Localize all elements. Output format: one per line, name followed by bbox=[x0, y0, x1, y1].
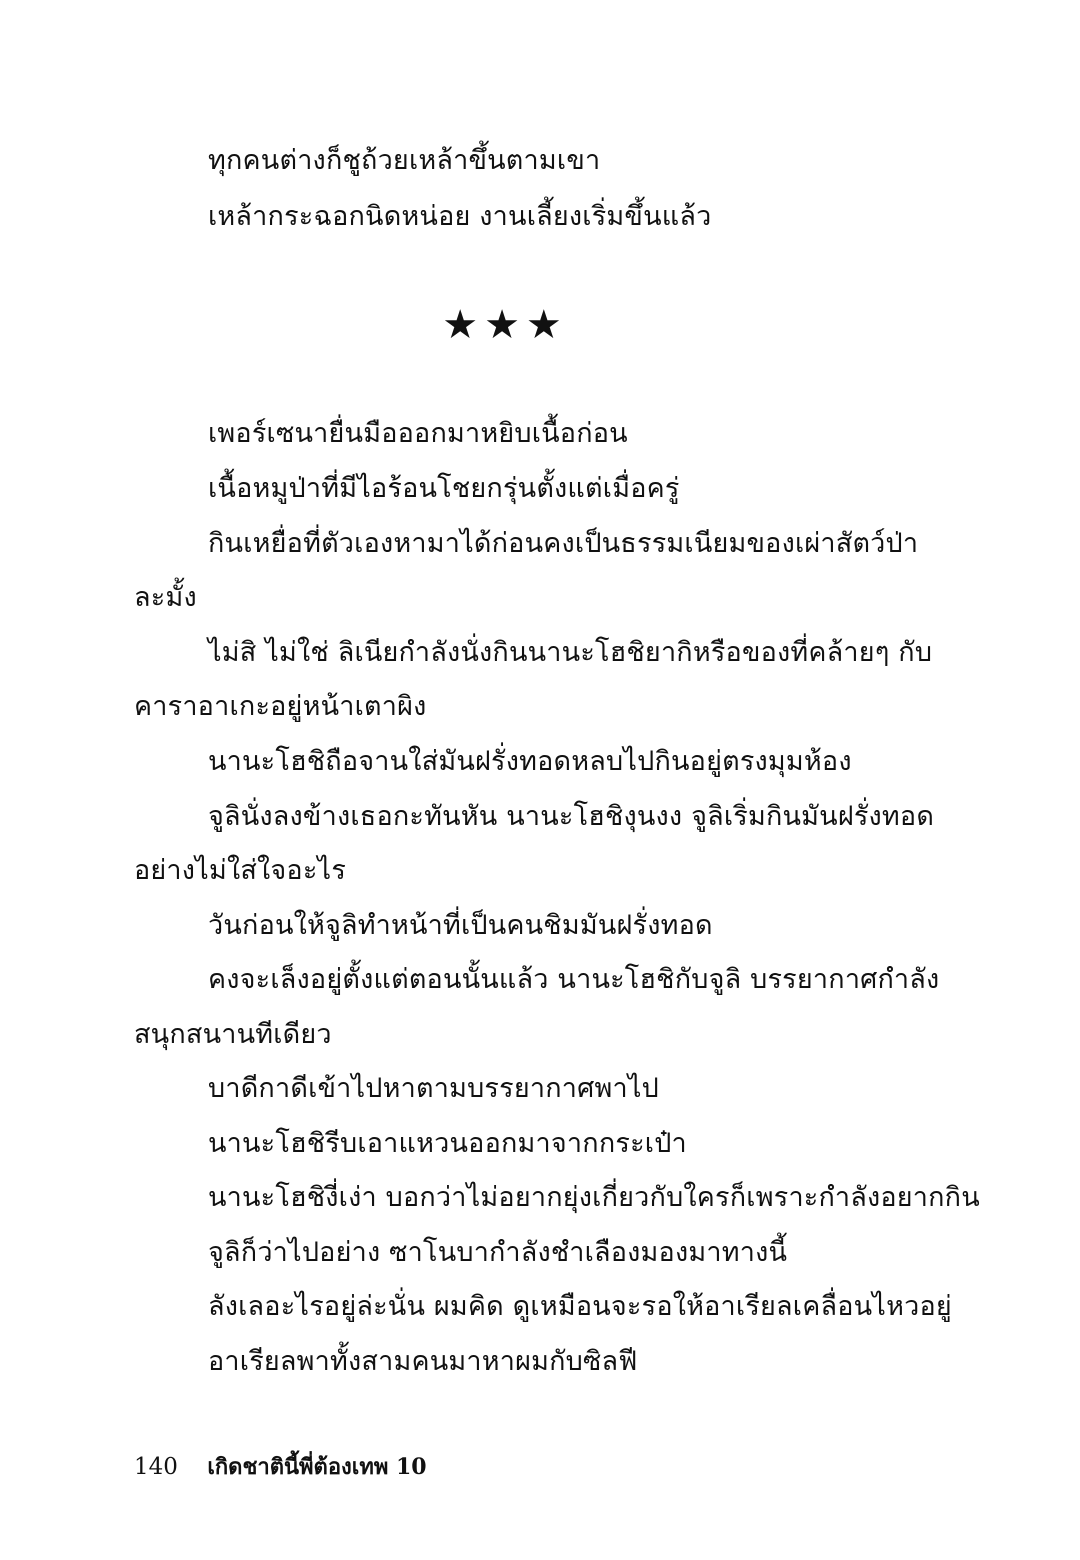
paragraph-line: ไม่สิ ไม่ใช่ ลิเนียกำลังนั่งกินนานะโฮชิยากิหรือของที่คล้ายๆ กับ bbox=[208, 637, 933, 668]
paragraph-line: นานะโฮชิถือจานใส่มันฝรั่งทอดหลบไปกินอยู่ตรงมุมห้อง bbox=[208, 746, 852, 777]
paragraph-line: เพอร์เซนายื่นมือออกมาหยิบเนื้อก่อน bbox=[208, 418, 628, 449]
paragraph-line: กินเหยื่อที่ตัวเองหามาได้ก่อนคงเป็นธรรมเนียมของเผ่าสัตว์ป่า bbox=[208, 528, 919, 559]
paragraph-line: ละมั้ง bbox=[134, 582, 197, 613]
scene-separator: ★★★ bbox=[442, 302, 568, 348]
page-footer bbox=[134, 1450, 427, 1484]
paragraph-line: วันก่อนให้จูลิทำหน้าที่เป็นคนชิมมันฝรั่งทอด bbox=[208, 910, 713, 941]
paragraph-line: เหล้ากระฉอกนิดหน่อย งานเลี้ยงเริ่มขึ้นแล้ว bbox=[208, 201, 712, 232]
paragraph-line: อาเรียลพาทั้งสามคนมาหาผมกับซิลฟี bbox=[208, 1346, 638, 1377]
paragraph-line: คงจะเล็งอยู่ตั้งแต่ตอนนั้นแล้ว นานะโฮชิกับจูลิ บรรยากาศกำลัง bbox=[208, 964, 940, 995]
paragraph-line: ลังเลอะไรอยู่ล่ะนั่น ผมคิด ดูเหมือนจะรอให้อาเรียลเคลื่อนไหวอยู่ bbox=[208, 1291, 952, 1322]
paragraph-line: บาดีกาดีเข้าไปหาตามบรรยากาศพาไป bbox=[208, 1073, 659, 1104]
paragraph-line: จูลินั่งลงข้างเธอกะทันหัน นานะโฮชิงุนงง จูลิเริ่มกินมันฝรั่งทอด bbox=[208, 801, 935, 832]
paragraph-line: อย่างไม่ใส่ใจอะไร bbox=[134, 855, 347, 886]
paragraph-line: เนื้อหมูป่าที่มีไอร้อนโชยกรุ่นตั้งแต่เมื่อครู่ bbox=[208, 473, 680, 504]
book-title: เกิดชาตินี้พี่ต้องเทพ 10 bbox=[207, 1454, 427, 1480]
paragraph-line: ทุกคนต่างก็ชูถ้วยเหล้าขึ้นตามเขา bbox=[208, 145, 601, 176]
paragraph-line: คาราอาเกะอยู่หน้าเตาผิง bbox=[134, 691, 427, 722]
paragraph-line: นานะโฮชิรีบเอาแหวนออกมาจากกระเป๋า bbox=[208, 1128, 687, 1159]
paragraph-line: สนุกสนานทีเดียว bbox=[134, 1019, 332, 1050]
paragraph-line: จูลิก็ว่าไปอย่าง ซาโนบากำลังชำเลืองมองมาทางนี้ bbox=[208, 1237, 788, 1268]
paragraph-line: นานะโฮชิงี่เง่า บอกว่าไม่อยากยุ่งเกี่ยวกับใครก็เพราะกำลังอยากกิน bbox=[208, 1182, 980, 1213]
page-number: 140 bbox=[134, 1454, 178, 1480]
